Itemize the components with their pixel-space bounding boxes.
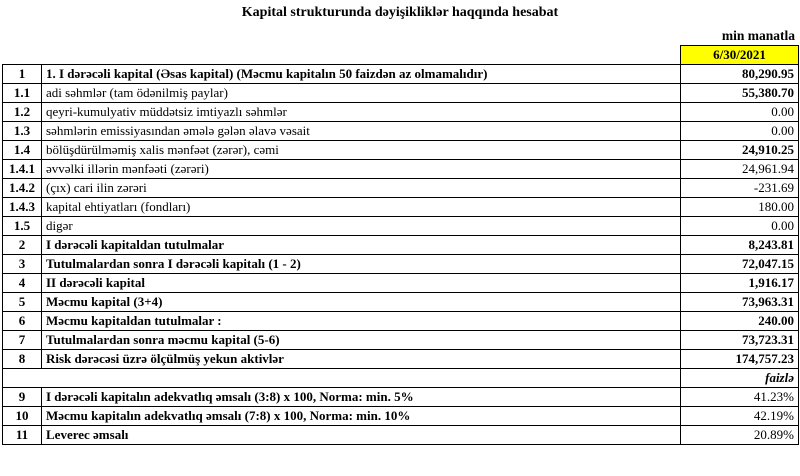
table-row <box>3 388 799 407</box>
row-number-cell: 1.4 <box>3 141 42 160</box>
table-row <box>3 274 799 293</box>
table-row <box>3 331 799 350</box>
row-value-cell: 1,916.17 <box>681 274 799 293</box>
row-value-cell: 55,380.70 <box>681 84 799 103</box>
row-value-cell: 24,961.94 <box>681 160 799 179</box>
row-number-cell: 6 <box>3 312 42 331</box>
row-label-cell: Tutulmalardan sonra məcmu kapital (5-6) <box>42 331 681 350</box>
table-row <box>3 65 799 84</box>
table-row <box>3 141 799 160</box>
row-label-cell: digər <box>42 217 681 236</box>
table-row <box>3 293 799 312</box>
row-value-cell: 24,910.25 <box>681 141 799 160</box>
row-label-cell: Məcmu kapitalın adekvatlıq əmsalı (7:8) x 100, Norma: min. 10% <box>42 407 681 426</box>
row-label-cell: I dərəcəli kapitalın adekvatlıq əmsalı (3:8) x 100, Norma: min. 5% <box>42 388 681 407</box>
separator-row <box>3 369 799 388</box>
row-number-cell: 1.2 <box>3 103 42 122</box>
row-number-cell: 1.4.2 <box>3 179 42 198</box>
row-number-cell: 3 <box>3 255 42 274</box>
row-value-cell: 8,243.81 <box>681 236 799 255</box>
row-number-cell: 9 <box>3 388 42 407</box>
separator-blank-cell <box>3 369 681 388</box>
row-value-cell: 72,047.15 <box>681 255 799 274</box>
row-number-cell: 1.1 <box>3 84 42 103</box>
table-row <box>3 350 799 369</box>
row-value-cell: 0.00 <box>681 122 799 141</box>
table-row <box>3 255 799 274</box>
table-row <box>3 122 799 141</box>
row-number-cell: 7 <box>3 331 42 350</box>
row-label-cell: Məcmu kapital (3+4) <box>42 293 681 312</box>
blank-header-cell <box>3 46 681 65</box>
report-title: Kapital strukturunda dəyişikliklər haqqında hesabat <box>241 5 559 20</box>
row-value-cell: 20.89% <box>681 426 799 445</box>
row-number-cell: 8 <box>3 350 42 369</box>
table-row <box>3 236 799 255</box>
percent-unit-label: faizlə <box>681 369 799 388</box>
row-label-cell: Tutulmalardan sonra I dərəcəli kapitalı (1 - 2) <box>42 255 681 274</box>
table-row <box>3 217 799 236</box>
table-row <box>3 426 799 445</box>
table-row <box>3 198 799 217</box>
date-header-cell: 6/30/2021 <box>681 46 799 65</box>
capital-structure-table <box>2 45 799 445</box>
row-label-cell: (çıx) cari ilin zərəri <box>42 179 681 198</box>
row-number-cell: 5 <box>3 293 42 312</box>
row-number-cell: 1.3 <box>3 122 42 141</box>
row-value-cell: 41.23% <box>681 388 799 407</box>
row-label-cell: I dərəcəli kapitaldan tutulmalar <box>42 236 681 255</box>
row-number-cell: 2 <box>3 236 42 255</box>
row-label-cell: bölüşdürülməmiş xalis mənfəət (zərər), cəmi <box>42 141 681 160</box>
row-value-cell: 73,963.31 <box>681 293 799 312</box>
row-label-cell: kapital ehtiyatları (fondları) <box>42 198 681 217</box>
table-row <box>3 312 799 331</box>
row-value-cell: 240.00 <box>681 312 799 331</box>
table-row <box>3 84 799 103</box>
row-value-cell: 73,723.31 <box>681 331 799 350</box>
unit-label: min manatla <box>721 28 795 43</box>
table-row <box>3 407 799 426</box>
row-number-cell: 4 <box>3 274 42 293</box>
row-value-cell: -231.69 <box>681 179 799 198</box>
row-number-cell: 1.4.1 <box>3 160 42 179</box>
row-value-cell: 42.19% <box>681 407 799 426</box>
row-label-cell: 1. I dərəcəli kapital (Əsas kapital) (Məcmu kapitalın 50 faizdən az olmamalıdır) <box>42 65 681 84</box>
row-number-cell: 1.5 <box>3 217 42 236</box>
date-header-row <box>3 46 799 65</box>
row-value-cell: 80,290.95 <box>681 65 799 84</box>
row-label-cell: Leverec əmsalı <box>42 426 681 445</box>
row-label-cell: II dərəcəli kapital <box>42 274 681 293</box>
row-label-cell: qeyri-kumulyativ müddətsiz imtiyazlı səhmlər <box>42 103 681 122</box>
table-row <box>3 179 799 198</box>
row-label-cell: Məcmu kapitaldan tutulmalar : <box>42 312 681 331</box>
row-value-cell: 180.00 <box>681 198 799 217</box>
row-number-cell: 1 <box>3 65 42 84</box>
row-label-cell: səhmlərin emissiyasından əmələ gələn əlavə vəsait <box>42 122 681 141</box>
row-value-cell: 0.00 <box>681 217 799 236</box>
row-number-cell: 1.4.3 <box>3 198 42 217</box>
row-number-cell: 10 <box>3 407 42 426</box>
table-row <box>3 103 799 122</box>
row-value-cell: 174,757.23 <box>681 350 799 369</box>
table-body <box>3 65 799 445</box>
row-value-cell: 0.00 <box>681 103 799 122</box>
row-label-cell: adi səhmlər (tam ödənilmiş paylar) <box>42 84 681 103</box>
row-label-cell: Risk dərəcəsi üzrə ölçülmüş yekun aktivlər <box>42 350 681 369</box>
table-row <box>3 160 799 179</box>
row-label-cell: əvvəlki illərin mənfəəti (zərəri) <box>42 160 681 179</box>
row-number-cell: 11 <box>3 426 42 445</box>
